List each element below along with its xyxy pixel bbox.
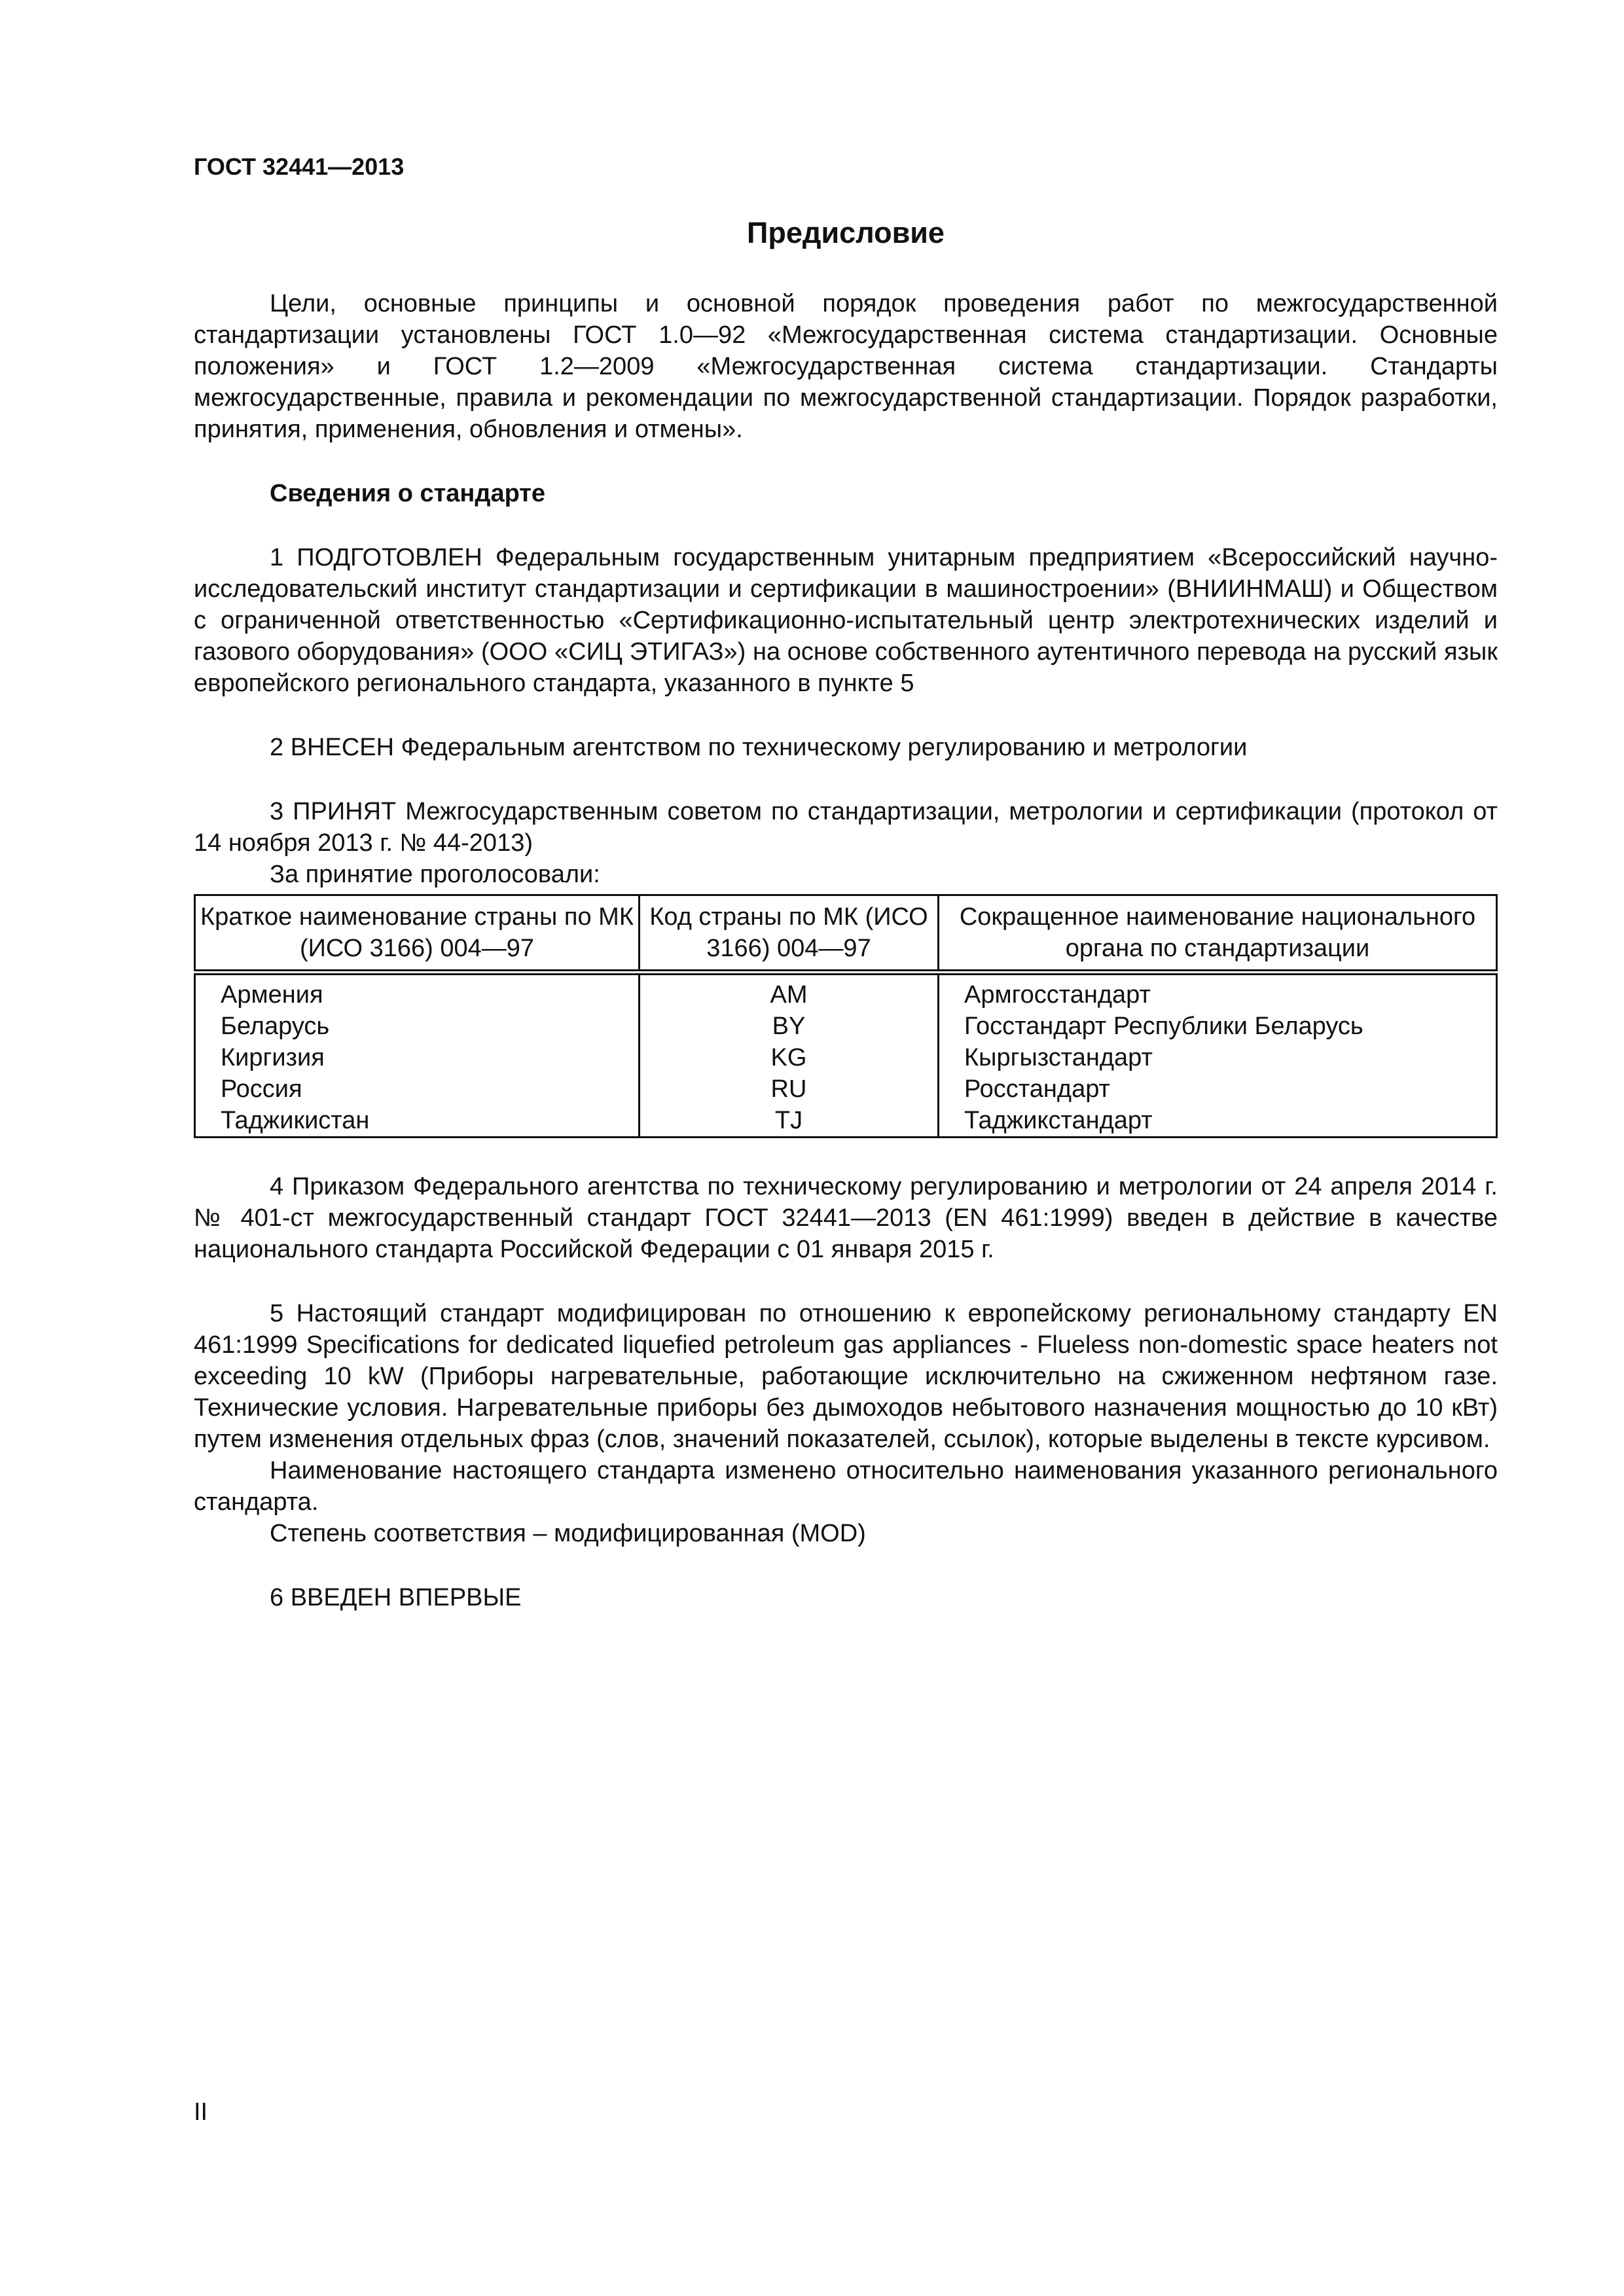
item-5-title-note: Наименование настоящего стандарта изменено относительно наименования указанного регионального стандарта. [194,1457,1498,1516]
table-row [195,1073,1497,1105]
votes-label: За принятие проголосовали: [270,861,600,888]
country-name-cell: Армения [195,973,640,1011]
country-code-cell: RU [640,1073,939,1105]
item-6-paragraph: 6 ВВЕДЕН ВПЕРВЫЕ [270,1584,522,1611]
header-standards-body: Сокращенное наименование национального органа по стандартизации [939,895,1497,973]
table-row [195,1042,1497,1073]
country-code-cell: AM [640,973,939,1011]
country-name-cell: Беларусь [195,1011,640,1042]
document-code-header: ГОСТ 32441—2013 [194,153,405,180]
standards-body-cell: Росстандарт [939,1073,1497,1105]
item-3-paragraph: 3 ПРИНЯТ Межгосударственным советом по стандартизации, метрологии и сертификации (протокол от 14 ноября 2013 г. № 44-2013) [194,798,1498,857]
item-5-conformity: Степень соответствия – модифицированная (MOD) [270,1520,866,1547]
country-code-cell: BY [640,1011,939,1042]
page-title: Предисловие [747,216,945,249]
standards-body-cell: Таджикстандарт [939,1105,1497,1138]
table-row [195,1105,1497,1138]
standards-body-cell: Госстандарт Республики Беларусь [939,1011,1497,1042]
country-name-cell: Россия [195,1073,640,1105]
page-number: II [194,2098,208,2126]
table-row [195,1011,1497,1042]
table-header-row [195,895,1497,973]
voting-countries-table [194,894,1498,1138]
header-country-code: Код страны по МК (ИСО 3166) 004—97 [640,895,939,973]
country-code-cell: TJ [640,1105,939,1138]
standards-body-cell: Кыргызстандарт [939,1042,1497,1073]
table-row [195,973,1497,1011]
document-body [194,288,1498,1613]
country-name-cell: Киргизия [195,1042,640,1073]
country-code-cell: KG [640,1042,939,1073]
item-5-paragraph: 5 Настоящий стандарт модифицирован по отношению к европейскому региональному стандарту EN 461:1999 Specifications for dedicated liquefied petroleum gas appliances - Flueless non-domestic space heaters not exceeding 10 kW (Приборы нагревательные, работающие исключительно на сжиженном нефтяном газе. Технические условия. Нагревательные приборы без дымоходов небытового назначения мощностью до 10 кВт) путем изменения отдельных фраз (слов, значений показателей, ссылок), которые выделены в тексте курсивом. [194,1300,1498,1453]
country-name-cell: Таджикистан [195,1105,640,1138]
section-title: Сведения о стандарте [270,480,546,507]
intro-paragraph: Цели, основные принципы и основной порядок проведения работ по межгосударственной стандартизации установлены ГОСТ 1.0—92 «Межгосударственная система стандартизации. Основные положения» и ГОСТ 1.2—2009 «Межгосударственная система стандартизации. Стандарты межгосударственные, правила и рекомендации по межгосударственной стандартизации. Порядок разработки, принятия, применения, обновления и отмены». [194,290,1498,443]
header-country-name: Краткое наименование страны по МК (ИСО 3166) 004—97 [195,895,640,973]
standards-body-cell: Армгосстандарт [939,973,1497,1011]
item-4-paragraph: 4 Приказом Федерального агентства по техническому регулированию и метрологии от 24 апреля 2014 г. № 401-ст межгосударственный стандарт ГОСТ 32441—2013 (EN 461:1999) введен в действие в качестве национального стандарта Российской Федерации с 01 января 2015 г. [194,1173,1498,1263]
item-1-paragraph: 1 ПОДГОТОВЛЕН Федеральным государственным унитарным предприятием «Всероссийский научно-исследовательский институт стандартизации и сертификации в машиностроении» (ВНИИНМАШ) и Обществом с ограниченной ответственностью «Сертификационно-испытательный центр электротехнических изделий и газового оборудования» (ООО «СИЦ ЭТИГАЗ») на основе собственного аутентичного перевода на русский язык европейского регионального стандарта, указанного в пункте 5 [194,544,1498,697]
item-2-paragraph: 2 ВНЕСЕН Федеральным агентством по техническому регулированию и метрологии [270,734,1248,761]
